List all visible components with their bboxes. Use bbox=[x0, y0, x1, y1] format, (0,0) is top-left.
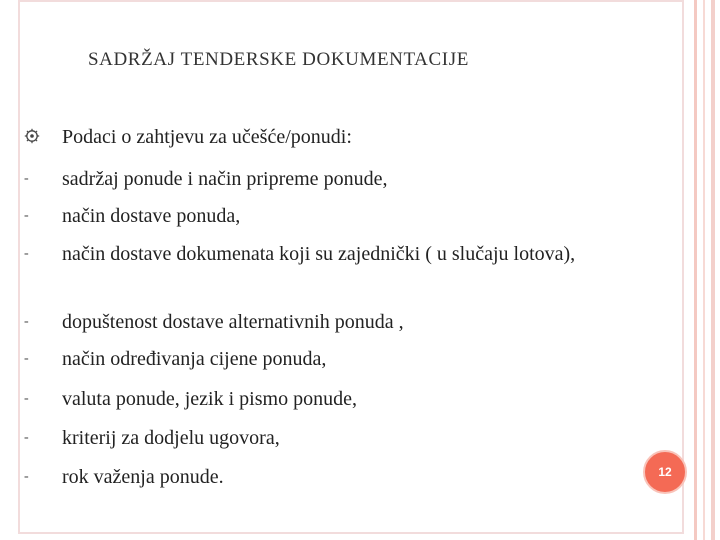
lead-item-text: Podaci o zahtjevu za učešće/ponudi: bbox=[62, 126, 352, 148]
list-marker: - bbox=[24, 391, 29, 406]
list-item-text: dopuštenost dostave alternativnih ponuda , bbox=[62, 311, 404, 333]
slide-title: SADRŽAJ TENDERSKE DOKUMENTACIJE bbox=[88, 49, 469, 70]
list-item-text: rok važenja ponude. bbox=[62, 466, 224, 488]
list-item-text: način dostave dokumenata koji su zajednički ( u slučaju lotova), bbox=[62, 243, 576, 265]
list-item-text: sadržaj ponude i način pripreme ponude, bbox=[62, 168, 388, 190]
list-marker: - bbox=[24, 351, 29, 366]
list-marker: - bbox=[24, 208, 29, 223]
list-item-text: kriterij za dodjelu ugovora, bbox=[62, 427, 280, 449]
list-marker: - bbox=[24, 314, 29, 329]
list-item-text: valuta ponude, jezik i pismo ponude, bbox=[62, 388, 357, 410]
list-item-text: način dostave ponuda, bbox=[62, 205, 241, 227]
list-marker: - bbox=[24, 246, 29, 261]
list-marker: - bbox=[24, 171, 29, 186]
list-marker: - bbox=[24, 469, 29, 484]
list-item-text: način određivanja cijene ponuda, bbox=[62, 348, 327, 370]
list-marker: - bbox=[24, 430, 29, 445]
gear-icon bbox=[24, 125, 40, 141]
page-number-badge: 12 bbox=[643, 450, 687, 494]
